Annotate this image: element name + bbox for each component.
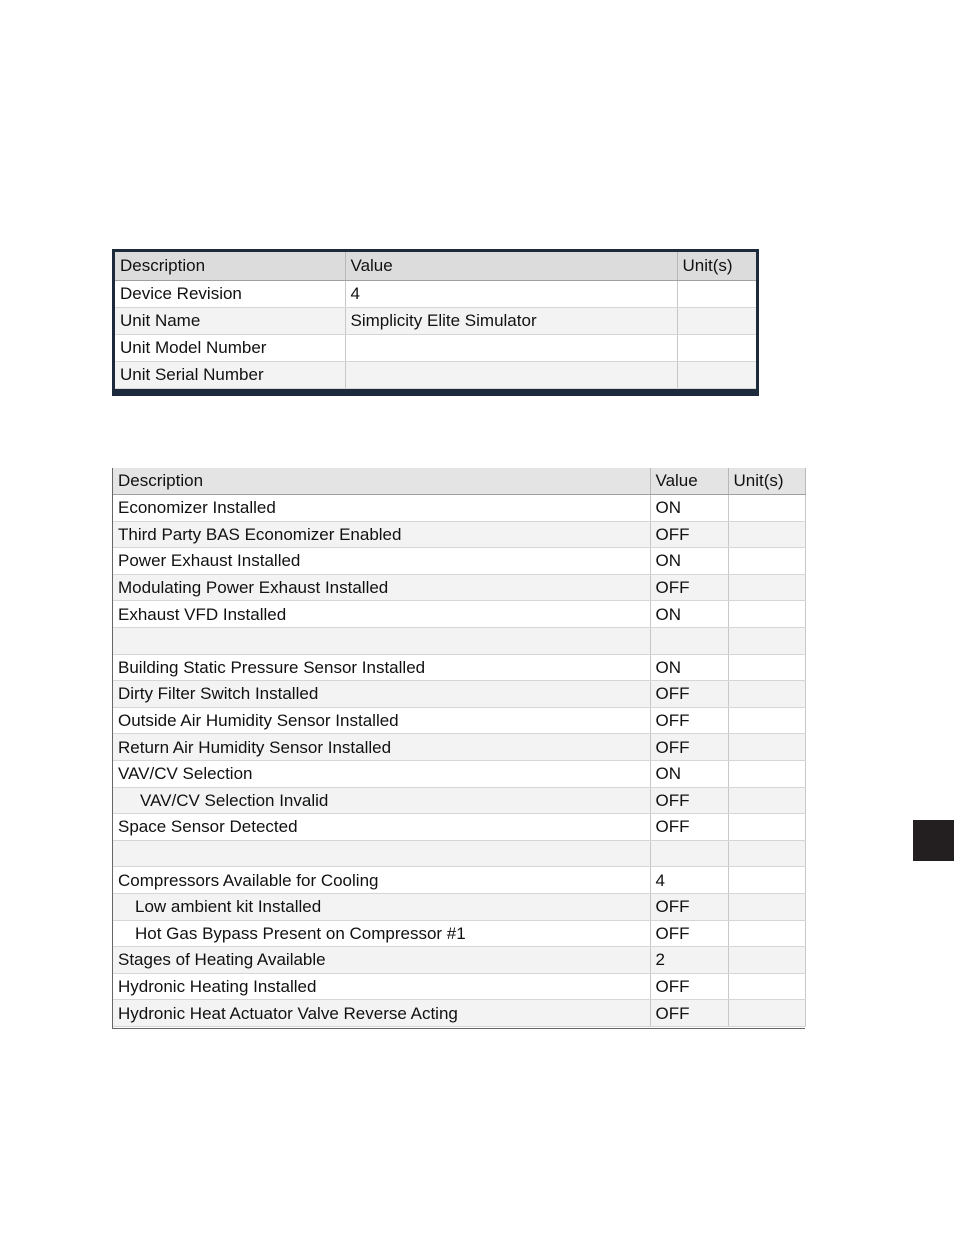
table-row[interactable] xyxy=(113,574,805,601)
column-header-value[interactable]: Value xyxy=(650,468,728,495)
cell-unit[interactable] xyxy=(728,840,805,867)
cell-description[interactable]: Compressors Available for Cooling xyxy=(113,867,650,894)
table-row[interactable] xyxy=(113,867,805,894)
cell-unit[interactable] xyxy=(728,574,805,601)
cell-unit[interactable] xyxy=(728,787,805,814)
table-row[interactable] xyxy=(113,947,805,974)
cell-description[interactable] xyxy=(113,840,650,867)
table-row[interactable] xyxy=(113,627,805,654)
table-row[interactable] xyxy=(115,281,756,308)
table-row[interactable] xyxy=(115,308,756,335)
cell-value[interactable]: OFF xyxy=(650,787,728,814)
cell-description[interactable] xyxy=(113,627,650,654)
cell-unit[interactable] xyxy=(677,362,756,389)
table-row[interactable] xyxy=(113,973,805,1000)
cell-description[interactable]: Return Air Humidity Sensor Installed xyxy=(113,734,650,761)
cell-unit[interactable] xyxy=(728,920,805,947)
cell-description[interactable]: Low ambient kit Installed xyxy=(113,893,650,920)
cell-unit[interactable] xyxy=(677,281,756,308)
cell-description[interactable]: Exhaust VFD Installed xyxy=(113,601,650,628)
cell-unit[interactable] xyxy=(677,308,756,335)
cell-description[interactable]: Dirty Filter Switch Installed xyxy=(113,681,650,708)
cell-value[interactable] xyxy=(345,362,677,389)
cell-unit[interactable] xyxy=(728,973,805,1000)
table-row[interactable] xyxy=(113,893,805,920)
cell-value[interactable]: ON xyxy=(650,760,728,787)
table-row[interactable] xyxy=(113,548,805,575)
options-table xyxy=(113,468,806,1027)
cell-value[interactable]: OFF xyxy=(650,893,728,920)
cell-description[interactable]: Modulating Power Exhaust Installed xyxy=(113,574,650,601)
cell-unit[interactable] xyxy=(728,1000,805,1027)
cell-unit[interactable] xyxy=(728,707,805,734)
cell-unit[interactable] xyxy=(728,495,805,522)
cell-description[interactable]: Unit Name xyxy=(115,308,345,335)
cell-value[interactable] xyxy=(650,627,728,654)
cell-description[interactable]: VAV/CV Selection xyxy=(113,760,650,787)
table-header-row xyxy=(113,468,805,495)
table-row[interactable] xyxy=(115,362,756,389)
unit-info-grid xyxy=(112,249,759,396)
cell-description[interactable]: Stages of Heating Available xyxy=(113,947,650,974)
cell-value[interactable]: Simplicity Elite Simulator xyxy=(345,308,677,335)
cell-description[interactable]: Power Exhaust Installed xyxy=(113,548,650,575)
cell-description[interactable]: Third Party BAS Economizer Enabled xyxy=(113,521,650,548)
table-row[interactable] xyxy=(113,787,805,814)
table-row[interactable] xyxy=(113,654,805,681)
table-row[interactable] xyxy=(113,760,805,787)
cell-unit[interactable] xyxy=(728,681,805,708)
cell-value[interactable]: OFF xyxy=(650,973,728,1000)
cell-unit[interactable] xyxy=(728,548,805,575)
column-header-units[interactable]: Unit(s) xyxy=(677,252,756,281)
cell-value[interactable] xyxy=(345,335,677,362)
column-header-units[interactable]: Unit(s) xyxy=(728,468,805,495)
page-header-area xyxy=(0,0,954,80)
cell-value[interactable]: 4 xyxy=(650,867,728,894)
table-row[interactable] xyxy=(113,1000,805,1027)
cell-value[interactable]: OFF xyxy=(650,521,728,548)
cell-description[interactable]: Unit Serial Number xyxy=(115,362,345,389)
cell-value[interactable]: 4 xyxy=(345,281,677,308)
table-header-row xyxy=(115,252,756,281)
cell-unit[interactable] xyxy=(677,335,756,362)
cell-description[interactable]: Unit Model Number xyxy=(115,335,345,362)
column-header-value[interactable]: Value xyxy=(345,252,677,281)
column-header-description[interactable]: Description xyxy=(113,468,650,495)
cell-unit[interactable] xyxy=(728,601,805,628)
cell-unit[interactable] xyxy=(728,893,805,920)
table-row[interactable] xyxy=(113,681,805,708)
section-tab-marker xyxy=(913,820,954,861)
table-row[interactable] xyxy=(113,521,805,548)
cell-description[interactable]: Economizer Installed xyxy=(113,495,650,522)
cell-unit[interactable] xyxy=(728,734,805,761)
cell-description[interactable]: Hydronic Heat Actuator Valve Reverse Acting xyxy=(113,1000,650,1027)
cell-value[interactable]: OFF xyxy=(650,707,728,734)
table-row[interactable] xyxy=(113,601,805,628)
cell-description[interactable]: VAV/CV Selection Invalid xyxy=(113,787,650,814)
table-row[interactable] xyxy=(113,920,805,947)
cell-value[interactable]: ON xyxy=(650,548,728,575)
cell-value[interactable] xyxy=(650,840,728,867)
cell-value[interactable]: ON xyxy=(650,495,728,522)
column-header-description[interactable]: Description xyxy=(115,252,345,281)
cell-value[interactable]: ON xyxy=(650,601,728,628)
cell-unit[interactable] xyxy=(728,654,805,681)
cell-description[interactable]: Space Sensor Detected xyxy=(113,814,650,841)
cell-description[interactable]: Device Revision xyxy=(115,281,345,308)
cell-unit[interactable] xyxy=(728,760,805,787)
cell-description[interactable]: Hydronic Heating Installed xyxy=(113,973,650,1000)
cell-value[interactable]: OFF xyxy=(650,574,728,601)
cell-value[interactable]: OFF xyxy=(650,814,728,841)
cell-unit[interactable] xyxy=(728,627,805,654)
cell-description[interactable]: Building Static Pressure Sensor Installed xyxy=(113,654,650,681)
cell-value[interactable]: OFF xyxy=(650,1000,728,1027)
cell-unit[interactable] xyxy=(728,867,805,894)
table-row[interactable] xyxy=(113,734,805,761)
table-row[interactable] xyxy=(113,840,805,867)
cell-description[interactable]: Hot Gas Bypass Present on Compressor #1 xyxy=(113,920,650,947)
cell-description[interactable]: Outside Air Humidity Sensor Installed xyxy=(113,707,650,734)
cell-value[interactable]: OFF xyxy=(650,681,728,708)
cell-value[interactable]: OFF xyxy=(650,920,728,947)
cell-value[interactable]: OFF xyxy=(650,734,728,761)
table-row[interactable] xyxy=(115,335,756,362)
cell-value[interactable]: ON xyxy=(650,654,728,681)
table-row[interactable] xyxy=(113,495,805,522)
table-row[interactable] xyxy=(113,707,805,734)
options-grid xyxy=(112,468,805,1029)
cell-value[interactable]: 2 xyxy=(650,947,728,974)
table-row[interactable] xyxy=(113,814,805,841)
cell-unit[interactable] xyxy=(728,521,805,548)
cell-unit[interactable] xyxy=(728,947,805,974)
unit-info-table xyxy=(115,252,756,389)
cell-unit[interactable] xyxy=(728,814,805,841)
